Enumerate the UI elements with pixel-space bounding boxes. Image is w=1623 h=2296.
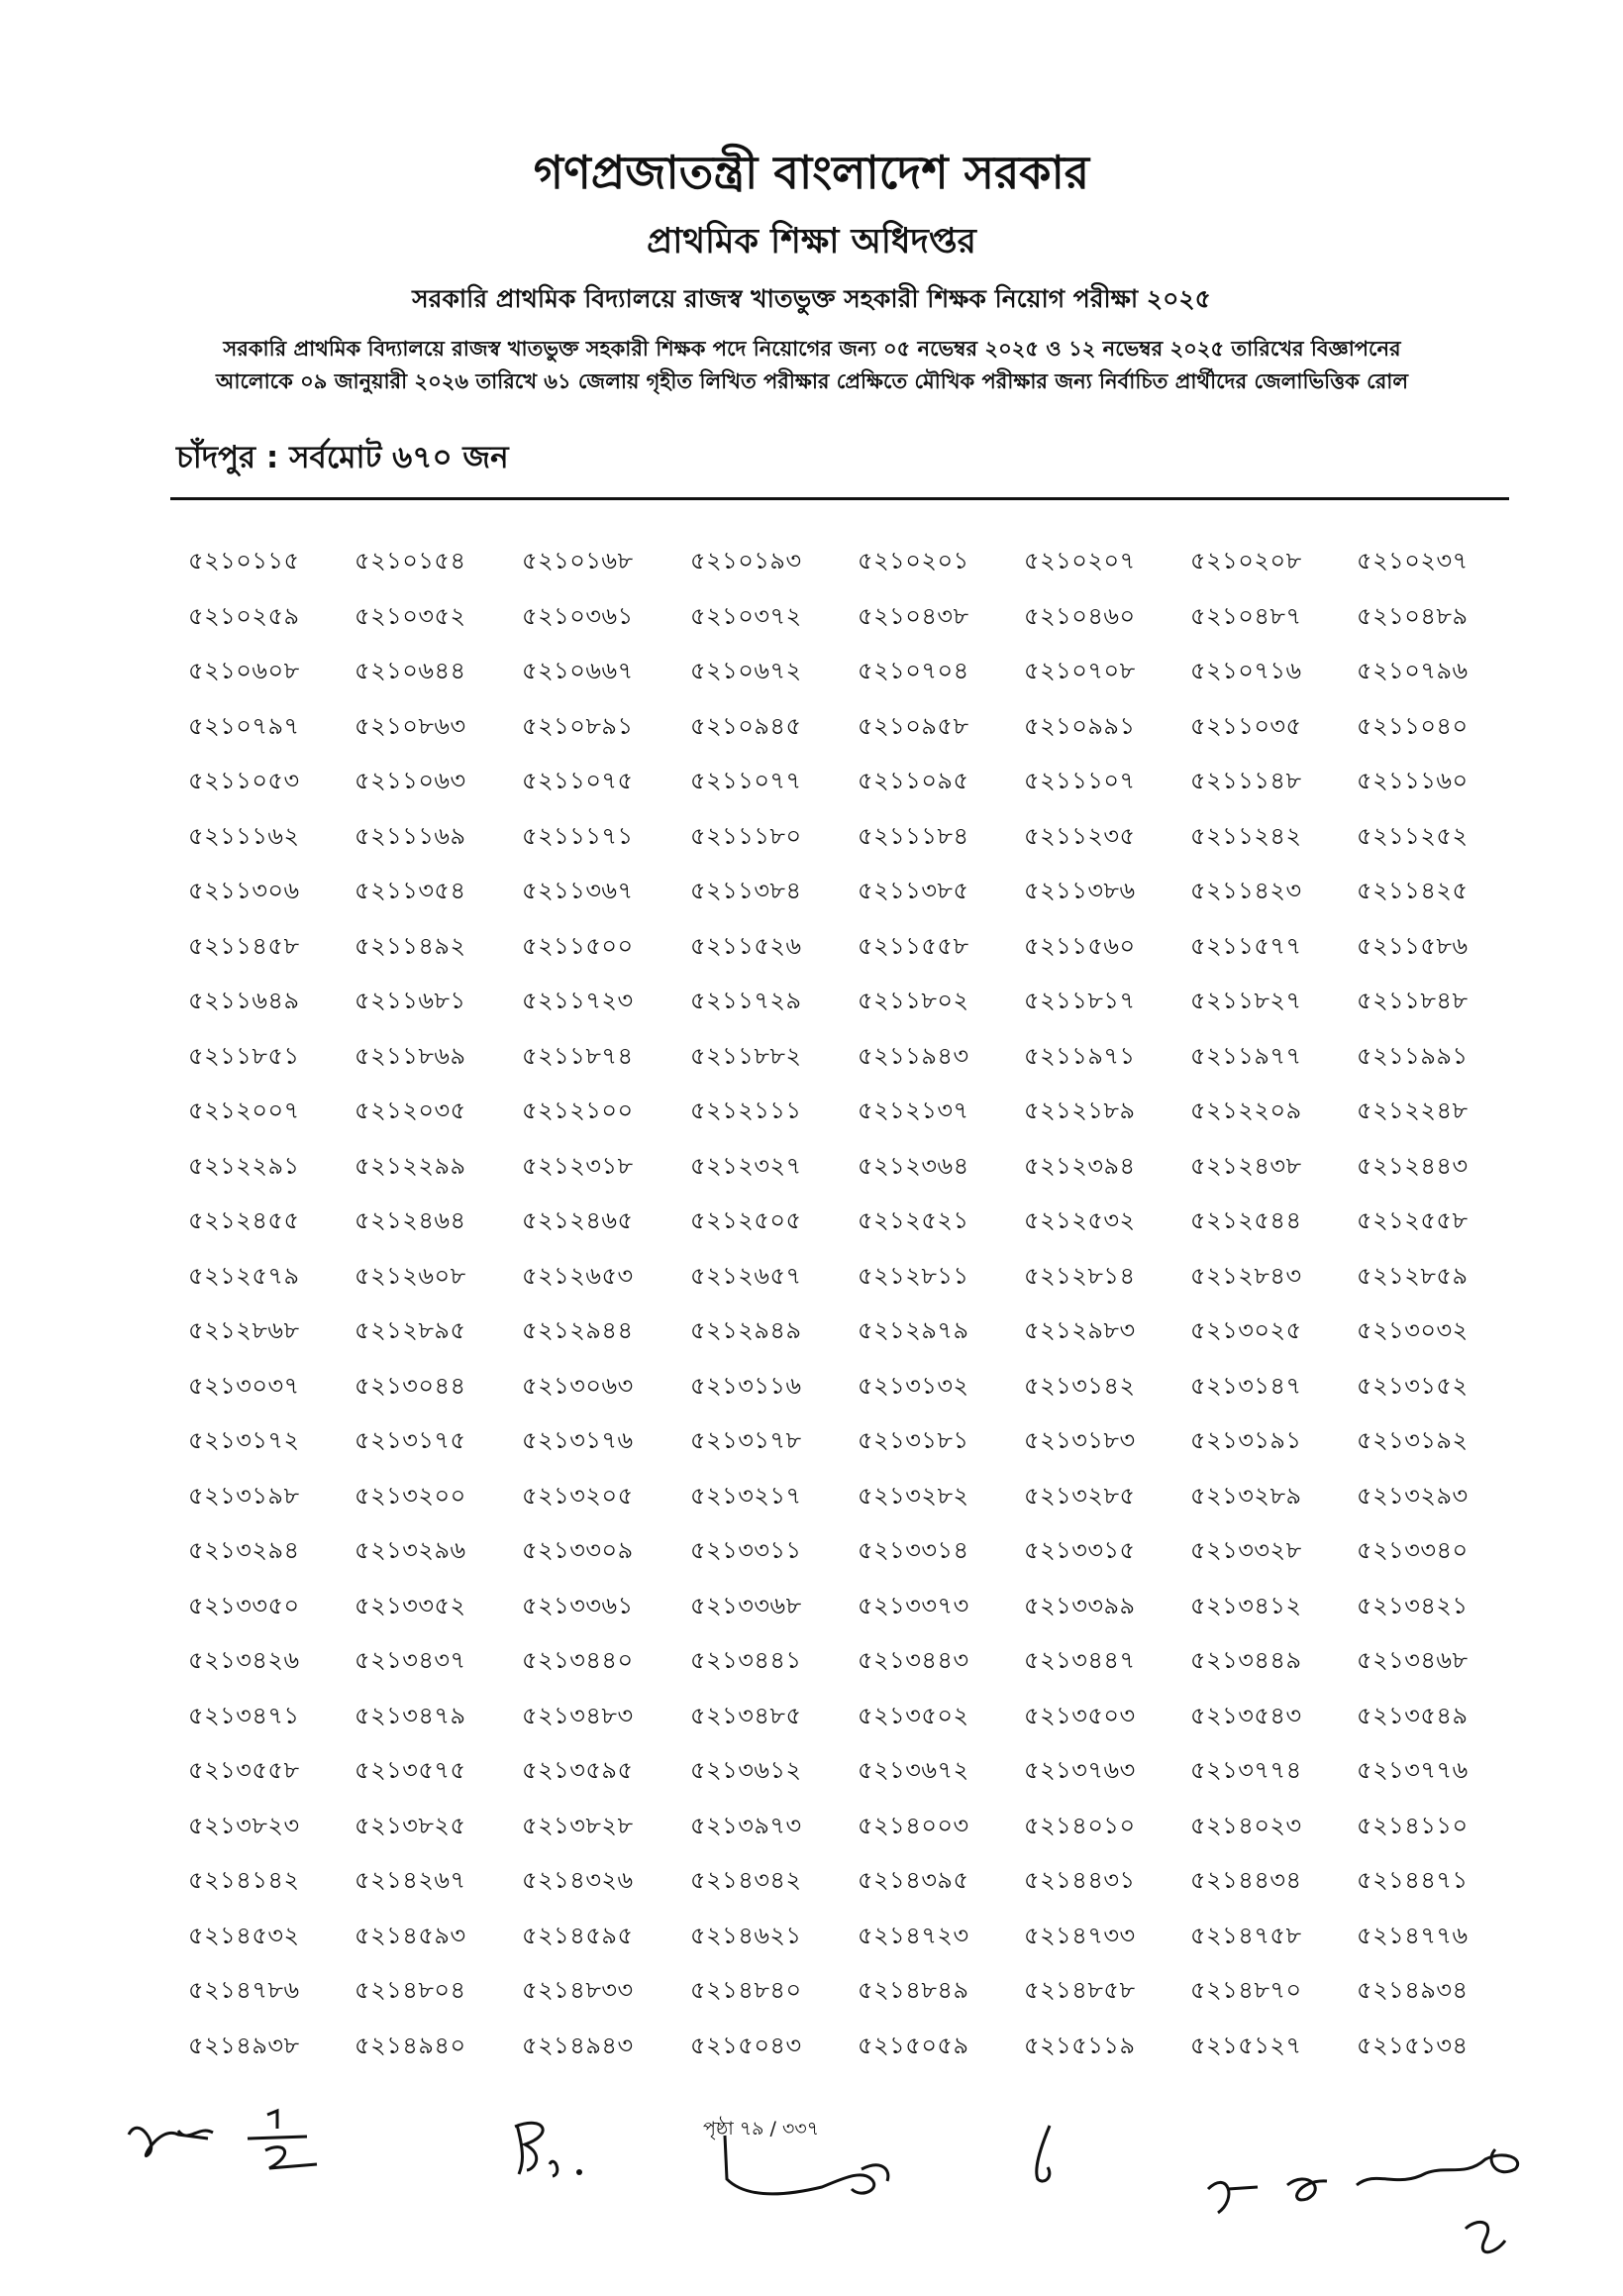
roll-number: ৫২১৪৪৭১ xyxy=(1357,1866,1469,1894)
roll-number: ৫২১৩২০৫ xyxy=(522,1481,634,1510)
roll-number: ৫২১৪৩৯৫ xyxy=(858,1866,969,1894)
roll-number: ৫২১১৪৫৮ xyxy=(188,931,300,960)
roll-number: ৫২১২৮১১ xyxy=(858,1261,969,1290)
roll-number: ৫২১১৮৬৯ xyxy=(355,1041,466,1070)
roll-number: ৫২১০২০১ xyxy=(858,547,969,574)
roll-number: ৫২১২৪৬৫ xyxy=(522,1206,634,1234)
roll-number: ৫২১২৪৩৮ xyxy=(1190,1151,1302,1180)
roll-number: ৫২১০১৫৪ xyxy=(355,547,466,574)
roll-number: ৫২১০৯৪৫ xyxy=(690,711,802,740)
description-line-2: আলোকে ০৯ জানুয়ারী ২০২৬ তারিখে ৬১ জেলায় গৃহীত লিখিত পরীক্ষার প্রেক্ষিতে মৌখিক পরীক্ষার জন্য নির্বাচিত প্রার্থীদের জেলাভিত্তিক রোল xyxy=(215,369,1408,393)
roll-number: ৫২১১১৬০ xyxy=(1357,767,1469,794)
roll-number: ৫২১৫১৩৪ xyxy=(1357,2031,1469,2059)
roll-number: ৫২১৩৩৭৩ xyxy=(858,1591,969,1619)
roll-number: ৫২১৫১২৭ xyxy=(1190,2031,1302,2059)
roll-number: ৫২১৪৭৭৬ xyxy=(1357,1921,1469,1949)
page-number: পৃষ্ঠা ৭৯ / ৩৩৭ xyxy=(703,2118,820,2139)
roll-number: ৫২১০৪৩৮ xyxy=(858,601,969,630)
roll-number: ৫২১০৮৯১ xyxy=(522,711,634,740)
roll-number: ৫২১১১৮৪ xyxy=(858,821,969,850)
roll-number: ৫২১২৬০৮ xyxy=(355,1261,466,1290)
roll-number: ৫২১৪৯৩৮ xyxy=(188,2031,300,2059)
roll-number: ৫২১৪৩২৬ xyxy=(522,1866,634,1894)
roll-number: ৫২১২৩৯৪ xyxy=(1024,1151,1136,1180)
roll-number: ৫২১৪৯৪৩ xyxy=(522,2031,634,2059)
roll-number: ৫২১৩৫৭৫ xyxy=(355,1756,466,1784)
roll-number: ৫২১৩৪৪৯ xyxy=(1190,1646,1302,1674)
roll-number: ৫২১৩৪৮৩ xyxy=(522,1701,634,1729)
roll-number: ৫২১৩০২৫ xyxy=(1190,1316,1302,1344)
roll-number: ৫২১২৮৪৩ xyxy=(1190,1261,1302,1290)
roll-number: ৫২১৩৫৪৯ xyxy=(1357,1701,1469,1729)
roll-number: ৫২১২৫৪৪ xyxy=(1190,1206,1302,1234)
roll-number: ৫২১৩০৩৭ xyxy=(188,1371,300,1400)
roll-number: ৫২১৩৪৭১ xyxy=(188,1701,300,1729)
roll-number: ৫২১১০৬৩ xyxy=(355,767,466,794)
roll-number: ৫২১২২০৯ xyxy=(1190,1096,1302,1124)
roll-number: ৫২১১৪৯২ xyxy=(355,931,466,960)
roll-number: ৫২১১৫৭৭ xyxy=(1190,931,1302,960)
roll-number: ৫২১০৭৯৬ xyxy=(1357,657,1469,684)
roll-number: ৫২১৩৫০২ xyxy=(858,1701,969,1729)
roll-number: ৫২১৪৭৮৬ xyxy=(188,1976,300,2004)
roll-number: ৫২১৩৩১১ xyxy=(690,1536,802,1564)
roll-number: ৫২১৩৩৬১ xyxy=(522,1591,634,1619)
roll-number: ৫২১৪৩৪২ xyxy=(690,1866,802,1894)
roll-number: ৫২১৪৪৩১ xyxy=(1024,1866,1136,1894)
roll-number: ৫২১৩১৮৩ xyxy=(1024,1426,1136,1454)
roll-number: ৫২১১৩৮৬ xyxy=(1024,877,1136,904)
roll-number: ৫২১৪৪৩৪ xyxy=(1190,1866,1302,1894)
roll-number: ৫২১২৫০৫ xyxy=(690,1206,802,1234)
roll-number: ৫২১১০৭৭ xyxy=(690,767,802,794)
roll-number: ৫২১২৪৬৪ xyxy=(355,1206,466,1234)
roll-number: ৫২১৩৩৫০ xyxy=(188,1591,300,1619)
exam-title: সরকারি প্রাথমিক বিদ্যালয়ে রাজস্ব খাতভুক্ত সহকারী শিক্ষক নিয়োগ পরীক্ষা ২০২৫ xyxy=(412,284,1211,313)
roll-number: ৫২১১৪২৩ xyxy=(1190,877,1302,904)
roll-number: ৫২১৩৪২১ xyxy=(1357,1591,1469,1619)
roll-number: ৫২১১০৯৫ xyxy=(858,767,969,794)
roll-number: ৫২১০৭০৮ xyxy=(1024,657,1136,684)
roll-number: ৫২১১১০৭ xyxy=(1024,767,1136,794)
roll-number: ৫২১৪১৪২ xyxy=(188,1866,300,1894)
roll-number: ৫২১০৬৭২ xyxy=(690,657,802,684)
roll-number: ৫২১৩৮২৩ xyxy=(188,1811,300,1839)
roll-number: ৫২১৪৫৩২ xyxy=(188,1921,300,1949)
roll-number: ৫২১২২৯১ xyxy=(188,1151,300,1180)
roll-number: ৫২১১১৮০ xyxy=(690,821,802,850)
roll-number: ৫২১৩৭৭৬ xyxy=(1357,1756,1469,1784)
roll-number: ৫২১৩৭৬৩ xyxy=(1024,1756,1136,1784)
roll-number: ৫২১১৮১৭ xyxy=(1024,987,1136,1014)
roll-number: ৫২১৪৭৩৩ xyxy=(1024,1921,1136,1949)
roll-number: ৫২১৩৪৪১ xyxy=(690,1646,802,1674)
roll-number: ৫২১০৭৯৭ xyxy=(188,711,300,740)
roll-number: ৫২১২৬৫৩ xyxy=(522,1261,634,1290)
roll-number: ৫২১১৮২৭ xyxy=(1190,987,1302,1014)
description-line-1: সরকারি প্রাথমিক বিদ্যালয়ে রাজস্ব খাতভুক্ত সহকারী শিক্ষক পদে নিয়োগের জন্য ০৫ নভেম্বর ২০২৫ ও ১২ নভেম্বর ২০২৫ তারিখের বিজ্ঞাপনের xyxy=(223,337,1401,361)
roll-number: ৫২১৩৮২৮ xyxy=(522,1811,634,1839)
roll-number: ৫২১২৮১৪ xyxy=(1024,1261,1136,1290)
roll-number: ৫২১১৫০০ xyxy=(522,931,634,960)
roll-number: ৫২১১৯৪৩ xyxy=(858,1041,969,1070)
roll-number: ৫২১১৯৭১ xyxy=(1024,1041,1136,1070)
roll-number: ৫২১১১৬২ xyxy=(188,821,300,850)
roll-number: ৫২১২৯৮৩ xyxy=(1024,1316,1136,1344)
roll-number: ৫২১২৫৩২ xyxy=(1024,1206,1136,1234)
roll-number: ৫২১০৯৯১ xyxy=(1024,711,1136,740)
signature-2 xyxy=(505,2115,594,2184)
roll-number: ৫২১০২৫৯ xyxy=(188,601,300,630)
roll-number: ৫২১৩৪৮৫ xyxy=(690,1701,802,1729)
roll-number: ৫২১৩৩১৪ xyxy=(858,1536,969,1564)
roll-number: ৫২১৪১১০ xyxy=(1357,1811,1469,1839)
roll-number: ৫২১৪৮৪৯ xyxy=(858,1976,969,2004)
roll-number: ৫২১১১৭১ xyxy=(522,821,634,850)
signature-4 xyxy=(1020,2120,1079,2189)
roll-number: ৫২১২৯৪৪ xyxy=(522,1316,634,1344)
roll-number: ৫২১৩১৭৫ xyxy=(355,1426,466,1454)
roll-number: ৫২১১৫২৬ xyxy=(690,931,802,960)
roll-number: ৫২১১৭২৯ xyxy=(690,987,802,1014)
roll-number: ৫২১৩২৯৩ xyxy=(1357,1481,1469,1510)
roll-number: ৫২১০২৩৭ xyxy=(1357,547,1469,574)
roll-number: ৫২১২১০০ xyxy=(522,1096,634,1124)
roll-number: ৫২১৩০৪৪ xyxy=(355,1371,466,1400)
roll-number: ৫২১৩৩৪০ xyxy=(1357,1536,1469,1564)
roll-number: ৫২১৩৭৭৪ xyxy=(1190,1756,1302,1784)
signature-5 xyxy=(1198,2130,1555,2268)
roll-number: ৫২১১৫৮৬ xyxy=(1357,931,1469,960)
roll-number: ৫২১২১১১ xyxy=(690,1096,802,1124)
roll-number: ৫২১০৪৮৭ xyxy=(1190,601,1302,630)
government-title: গণপ্রজাতন্ত্রী বাংলাদেশ সরকার xyxy=(533,146,1090,199)
roll-number: ৫২১৩৪৩৭ xyxy=(355,1646,466,1674)
roll-number: ৫২১৩৩২৮ xyxy=(1190,1536,1302,1564)
roll-number: ৫২১৩৯৭৩ xyxy=(690,1811,802,1839)
roll-number: ৫২১৩৬৭২ xyxy=(858,1756,969,1784)
roll-number: ৫২১৪০০৩ xyxy=(858,1811,969,1839)
roll-number: ৫২১২৫২১ xyxy=(858,1206,969,1234)
roll-number: ৫২১১১৬৯ xyxy=(355,821,466,850)
roll-number: ৫২১১০৫৩ xyxy=(188,767,300,794)
roll-number: ৫২১৫০৫৯ xyxy=(858,2031,969,2059)
roll-number: ৫২১২০৩৫ xyxy=(355,1096,466,1124)
roll-number: ৫২১২৫৭৯ xyxy=(188,1261,300,1290)
roll-number: ৫২১৩২৯৬ xyxy=(355,1536,466,1564)
roll-number: ৫২১৩৩১৫ xyxy=(1024,1536,1136,1564)
roll-number: ৫২১৩৪৬৮ xyxy=(1357,1646,1469,1674)
roll-number: ৫২১০২০৮ xyxy=(1190,547,1302,574)
roll-number: ৫২১২৩৬৪ xyxy=(858,1151,969,1180)
roll-number: ৫২১১৬৪৯ xyxy=(188,987,300,1014)
roll-number: ৫২১১৩৫৪ xyxy=(355,877,466,904)
roll-number: ৫২১৩২৮২ xyxy=(858,1481,969,1510)
roll-number: ৫২১১৮৫১ xyxy=(188,1041,300,1070)
roll-number: ৫২১১৮০২ xyxy=(858,987,969,1014)
roll-number: ৫২১২২৯৯ xyxy=(355,1151,466,1180)
roll-number: ৫২১৩৮২৫ xyxy=(355,1811,466,1839)
roll-number: ৫২১৪৮০৪ xyxy=(355,1976,466,2004)
roll-number: ৫২১০৪৮৯ xyxy=(1357,601,1469,630)
roll-number: ৫২১১৮৮২ xyxy=(690,1041,802,1070)
roll-number: ৫২১৩৫৫৮ xyxy=(188,1756,300,1784)
roll-number: ৫২১৩৪১২ xyxy=(1190,1591,1302,1619)
roll-number: ৫২১১৯৭৭ xyxy=(1190,1041,1302,1070)
roll-number: ৫২১২৮৯৫ xyxy=(355,1316,466,1344)
roll-number: ৫২১২৫৫৮ xyxy=(1357,1206,1469,1234)
roll-number: ৫২১৩১৪৭ xyxy=(1190,1371,1302,1400)
roll-number: ৫২১৩৩৯৯ xyxy=(1024,1591,1136,1619)
roll-number: ৫২১৪০১০ xyxy=(1024,1811,1136,1839)
signature-3 xyxy=(713,2130,911,2209)
roll-number: ৫২১১৫৫৮ xyxy=(858,931,969,960)
roll-number: ৫২১৩২০০ xyxy=(355,1481,466,1510)
roll-number: ৫২১২০০৭ xyxy=(188,1096,300,1124)
roll-number: ৫২১১৯৯১ xyxy=(1357,1041,1469,1070)
roll-number: ৫২১৩২৮৫ xyxy=(1024,1481,1136,1510)
roll-number: ৫২১২৪৪৩ xyxy=(1357,1151,1469,1180)
roll-number: ৫২১২৪৫৫ xyxy=(188,1206,300,1234)
roll-number: ৫২১০২০৭ xyxy=(1024,547,1136,574)
roll-number: ৫২১০৬০৮ xyxy=(188,657,300,684)
roll-number: ৫২১০৯৫৮ xyxy=(858,711,969,740)
roll-number: ৫২১৩৩৬৮ xyxy=(690,1591,802,1619)
roll-number: ৫২১০৪৬০ xyxy=(1024,601,1136,630)
roll-number: ৫২১৩১৮১ xyxy=(858,1426,969,1454)
roll-number: ৫২১৪৮৩৩ xyxy=(522,1976,634,2004)
roll-number: ৫২১৩১৪২ xyxy=(1024,1371,1136,1400)
signature-1 xyxy=(119,2105,356,2184)
roll-number: ৫২১৪৬২১ xyxy=(690,1921,802,1949)
roll-number: ৫২১৪৮৭০ xyxy=(1190,1976,1302,2004)
roll-number: ৫২১১২৩৫ xyxy=(1024,821,1136,850)
roll-number: ৫২১৪৮৫৮ xyxy=(1024,1976,1136,2004)
roll-number: ৫২১৩৪৪৭ xyxy=(1024,1646,1136,1674)
roll-number: ৫২১১০৭৫ xyxy=(522,767,634,794)
roll-number: ৫২১০৩৬১ xyxy=(522,601,634,630)
roll-number: ৫২১২৮৫৯ xyxy=(1357,1261,1469,1290)
roll-number: ৫২১৪৯৩৪ xyxy=(1357,1976,1469,2004)
roll-number: ৫২১২৯৪৯ xyxy=(690,1316,802,1344)
roll-number: ৫২১১২৫২ xyxy=(1357,821,1469,850)
roll-number: ৫২১১৮৪৮ xyxy=(1357,987,1469,1014)
roll-number: ৫২১৩৪৭৯ xyxy=(355,1701,466,1729)
roll-number: ৫২১৫০৪৩ xyxy=(690,2031,802,2059)
roll-number: ৫২১৪৭৫৮ xyxy=(1190,1921,1302,1949)
roll-number: ৫২১৫১১৯ xyxy=(1024,2031,1136,2059)
roll-number: ৫২১৩১৭২ xyxy=(188,1426,300,1454)
roll-number: ৫২১৩৪৪৩ xyxy=(858,1646,969,1674)
roll-number: ৫২১২৯৭৯ xyxy=(858,1316,969,1344)
roll-number: ৫২১০১১৫ xyxy=(188,547,300,574)
roll-number: ৫২১৩৬১২ xyxy=(690,1756,802,1784)
roll-number: ৫২১৩২৮৯ xyxy=(1190,1481,1302,1510)
roll-number: ৫২১৪০২৩ xyxy=(1190,1811,1302,1839)
roll-number: ৫২১১১৪৮ xyxy=(1190,767,1302,794)
roll-number: ৫২১৩১৭৮ xyxy=(690,1426,802,1454)
roll-number: ৫২১৩০৩২ xyxy=(1357,1316,1469,1344)
roll-number: ৫২১৪২৬৭ xyxy=(355,1866,466,1894)
roll-number: ৫২১৩৪২৬ xyxy=(188,1646,300,1674)
roll-number: ৫২১৩১৩২ xyxy=(858,1371,969,1400)
roll-number: ৫২১১৫৬০ xyxy=(1024,931,1136,960)
roll-number: ৫২১২১৮৯ xyxy=(1024,1096,1136,1124)
roll-number: ৫২১১২৪২ xyxy=(1190,821,1302,850)
roll-number: ৫২১১৮৭৪ xyxy=(522,1041,634,1070)
roll-number: ৫২১২৬৫৭ xyxy=(690,1261,802,1290)
roll-number: ৫২১১৬৮১ xyxy=(355,987,466,1014)
roll-number: ৫২১৩২৯৪ xyxy=(188,1536,300,1564)
roll-number: ৫২১৩৫৪৩ xyxy=(1190,1701,1302,1729)
roll-number: ৫২১৩১১৬ xyxy=(690,1371,802,1400)
roll-number: ৫২১২১৩৭ xyxy=(858,1096,969,1124)
roll-number: ৫২১৩০৬৩ xyxy=(522,1371,634,1400)
roll-number: ৫২১৪৯৪০ xyxy=(355,2031,466,2059)
roll-number: ৫২১১০৪০ xyxy=(1357,711,1469,740)
roll-number: ৫২১৩১৯৮ xyxy=(188,1481,300,1510)
roll-number: ৫২১৪৫৯৩ xyxy=(355,1921,466,1949)
roll-number: ৫২১৩১৫২ xyxy=(1357,1371,1469,1400)
roll-number: ৫২১৩৫০৩ xyxy=(1024,1701,1136,1729)
roll-number: ৫২১০৩৫২ xyxy=(355,601,466,630)
roll-number: ৫২১২২৪৮ xyxy=(1357,1096,1469,1124)
roll-number: ৫২১২৩২৭ xyxy=(690,1151,802,1180)
roll-number: ৫২১৩১৯২ xyxy=(1357,1426,1469,1454)
roll-number: ৫২১০১৬৮ xyxy=(522,547,634,574)
roll-number: ৫২১৪৫৯৫ xyxy=(522,1921,634,1949)
roll-number: ৫২১০১৯৩ xyxy=(690,547,802,574)
roll-number: ৫২১১৪২৫ xyxy=(1357,877,1469,904)
roll-number: ৫২১১৩০৬ xyxy=(188,877,300,904)
roll-number: ৫২১১৩৬৭ xyxy=(522,877,634,904)
roll-number: ৫২১৩৩০৯ xyxy=(522,1536,634,1564)
section-title: চাঁদপুর : সর্বমোট ৬৭০ জন xyxy=(176,440,509,475)
roll-number: ৫২১১৩৮৪ xyxy=(690,877,802,904)
roll-number: ৫২১০৮৬৩ xyxy=(355,711,466,740)
roll-number: ৫২১১৩৮৫ xyxy=(858,877,969,904)
roll-number: ৫২১০৬৬৭ xyxy=(522,657,634,684)
roll-number: ৫২১০৭০৪ xyxy=(858,657,969,684)
roll-number: ৫২১৩৪৪০ xyxy=(522,1646,634,1674)
roll-number: ৫২১৩১৯১ xyxy=(1190,1426,1302,1454)
roll-number: ৫২১৩৫৯৫ xyxy=(522,1756,634,1784)
roll-number: ৫২১৪৭২৩ xyxy=(858,1921,969,1949)
roll-number: ৫২১১০৩৫ xyxy=(1190,711,1302,740)
department-title: প্রাথমিক শিক্ষা অধিদপ্তর xyxy=(647,222,976,261)
roll-number: ৫২১০৬৪৪ xyxy=(355,657,466,684)
roll-number: ৫২১২৮৬৮ xyxy=(188,1316,300,1344)
roll-number: ৫২১৩৩৫২ xyxy=(355,1591,466,1619)
roll-number: ৫২১০৩৭২ xyxy=(690,601,802,630)
roll-number: ৫২১৪৮৪০ xyxy=(690,1976,802,2004)
roll-number: ৫২১১৭২৩ xyxy=(522,987,634,1014)
roll-number: ৫২১৩২১৭ xyxy=(690,1481,802,1510)
roll-number: ৫২১০৭১৬ xyxy=(1190,657,1302,684)
roll-number: ৫২১৩১৭৬ xyxy=(522,1426,634,1454)
roll-number: ৫২১২৩১৮ xyxy=(522,1151,634,1180)
